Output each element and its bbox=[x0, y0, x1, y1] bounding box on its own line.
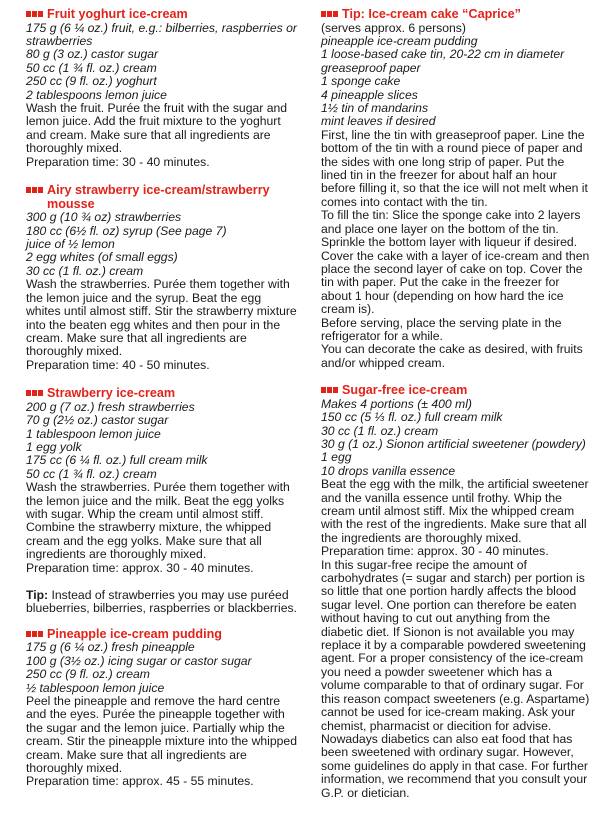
ingredient-list bbox=[26, 401, 298, 481]
ingredient: 250 cc (9 fl. oz.) cream bbox=[26, 667, 150, 682]
ingredient: greaseproof paper bbox=[321, 60, 421, 75]
recipe-title: Pineapple ice-cream pudding bbox=[26, 628, 298, 642]
ingredient: 1 sponge cake bbox=[321, 74, 401, 89]
ingredient: 175 g (6 ¼ oz.) fresh pineapple bbox=[26, 640, 195, 655]
ingredient: 150 cc (5 ⅓ fl. oz.) full cream milk bbox=[321, 410, 503, 425]
ingredient: 200 g (7 oz.) fresh strawberries bbox=[26, 399, 195, 414]
method-text: To fill the tin: Slice the sponge cake into 2 layers and place one layer on the bottom of the tin. Sprinkle the bottom layer with liqueur if desired. Cover the cake with a layer of ice-cream and then place the second layer of cake on top. Cover the tin with paper. Put the cake in the freezer for about 1 hour (depending on how hard the ice cream is). bbox=[321, 208, 590, 317]
ingredient-list bbox=[26, 211, 298, 278]
method-text: Wash the strawberries. Purée them together with the lemon juice and the syrup. Beat the egg whites until almost stiff. Stir the strawberry mixture into the beaten egg whites and then pour in the cream. Make sure that all ingredients are thoroughly mixed. bbox=[26, 277, 297, 359]
prep-time: Preparation time: approx. 45 - 55 minutes. bbox=[26, 774, 254, 789]
ingredient: 250 cc (9 fl. oz.) yoghurt bbox=[26, 74, 157, 89]
recipe-title: Fruit yoghurt ice-cream bbox=[26, 8, 298, 22]
ingredient: 1 tablespoon lemon juice bbox=[26, 426, 161, 441]
ingredient: 30 cc (1 fl. oz.) cream bbox=[321, 423, 439, 438]
ingredient: 300 g (10 ¾ oz) strawberries bbox=[26, 210, 182, 225]
tip-text: Instead of strawberries you may use puréed blueberries, bilberries, raspberries or blackberries. bbox=[26, 588, 297, 616]
prep-time: Preparation time: 40 - 50 minutes. bbox=[26, 357, 210, 372]
ingredient-list bbox=[26, 22, 298, 102]
left-column bbox=[26, 8, 298, 789]
recipe-fruit-yoghurt bbox=[26, 8, 298, 169]
ingredient: 1 egg bbox=[321, 450, 352, 465]
bullet-squares-icon bbox=[321, 387, 338, 393]
ingredient: 1 loose-based cake tin, 20-22 cm in diameter bbox=[321, 47, 565, 62]
method-text: Wash the fruit. Purée the fruit with the sugar and lemon juice. Add the fruit mixture to the yoghurt and cream. Make sure that all ingredients are thoroughly mixed. bbox=[26, 101, 288, 156]
ingredient: 80 g (3 oz.) castor sugar bbox=[26, 47, 159, 62]
ingredient: 50 cc (1 ¾ fl. oz.) cream bbox=[26, 466, 157, 481]
ingredient: 180 cc (6½ fl. oz) syrup (See page 7) bbox=[26, 223, 227, 238]
bullet-squares-icon bbox=[26, 11, 43, 17]
ingredient: 50 cc (1 ¾ fl. oz.) cream bbox=[26, 60, 157, 75]
diabetic-note: In this sugar-free recipe the amount of carbohydrates (= sugar and starch) per portion is so little that one portion hardly affects the blood sugar level. One portion can therefore be eaten without having to cut out anything from the diabetic diet. If Sionon is not available you may replace it by a comparable powdered sweetening agent. For a proper consistency of the ice-cream you need a powder sweetener which has a volume comparable to that of ordinary sugar. For this reason compact sweeteners (e.g. Aspartame) cannot be used for ice-cream making. Ask your chemist, pharmacist or diecition for advise. Nowadays diabetics can also eat food that has been sweetened with ordinary sugar. However, some guidelines do apply in that case. For further information, we recommend that you consult your G.P. or dietician. bbox=[321, 557, 590, 800]
right-column bbox=[321, 8, 593, 800]
ingredient: 2 tablespoons lemon juice bbox=[26, 87, 167, 102]
ingredient: 2 egg whites (of small eggs) bbox=[26, 250, 178, 265]
serves-text: (serves approx. 6 persons) bbox=[321, 20, 466, 35]
recipe-title: Airy strawberry ice-cream/strawberry mousse bbox=[26, 184, 298, 211]
recipe-pineapple bbox=[26, 628, 298, 789]
ingredient: 10 drops vanilla essence bbox=[321, 463, 456, 478]
recipe-title: Sugar-free ice-cream bbox=[321, 384, 593, 398]
bullet-squares-icon bbox=[26, 187, 43, 193]
bullet-squares-icon bbox=[321, 11, 338, 17]
ingredient: juice of ½ lemon bbox=[26, 237, 115, 252]
method-text: Beat the egg with the milk, the artificial sweetener and the vanilla essence until frothy. Whip the cream until almost stiff. Mix the whipped cream with the rest of the ingredients. Make sure that all the ingredients are thoroughly mixed. bbox=[321, 477, 589, 545]
recipe-caprice-cake bbox=[321, 8, 593, 370]
recipe-sugar-free bbox=[321, 384, 593, 800]
ingredient: 70 g (2½ oz.) castor sugar bbox=[26, 413, 169, 428]
ingredient-list bbox=[321, 35, 593, 129]
ingredient: 4 pineapple slices bbox=[321, 87, 418, 102]
recipe-title: Tip: Ice-cream cake “Caprice” bbox=[321, 8, 593, 22]
ingredient: 1½ tin of mandarins bbox=[321, 101, 429, 116]
ingredient: Makes 4 portions (± 400 ml) bbox=[321, 396, 472, 411]
recipe-strawberry bbox=[26, 387, 298, 575]
tip-label: Tip: bbox=[26, 588, 49, 602]
method-text: You can decorate the cake as desired, with fruits and/or whipped cream. bbox=[321, 342, 583, 370]
ingredient: mint leaves if desired bbox=[321, 114, 436, 129]
recipe-title: Strawberry ice-cream bbox=[26, 387, 298, 401]
recipe-airy-strawberry bbox=[26, 184, 298, 372]
ingredient: 1 egg yolk bbox=[26, 439, 82, 454]
ingredient: pineapple ice-cream pudding bbox=[321, 34, 478, 48]
ingredient: 30 g (1 oz.) Sionon artificial sweetener (powdery) bbox=[321, 436, 586, 451]
method-text: Wash the strawberries. Purée them together with the lemon juice and the milk. Beat the egg yolks with sugar. Whip the cream until almost stiff. Combine the strawberry mixture, the whipped cream and the egg yolks. Make sure that all ingredients are thoroughly mixed. bbox=[26, 480, 290, 562]
bullet-squares-icon bbox=[26, 631, 43, 637]
prep-time: Preparation time: approx. 30 - 40 minutes. bbox=[26, 560, 254, 575]
ingredient: ½ tablespoon lemon juice bbox=[26, 680, 165, 695]
ingredient: 30 cc (1 fl. oz.) cream bbox=[26, 263, 144, 278]
prep-time: Preparation time: approx. 30 - 40 minutes. bbox=[321, 544, 549, 559]
prep-time: Preparation time: 30 - 40 minutes. bbox=[26, 154, 210, 169]
ingredient: 175 g (6 ¼ oz.) fruit, e.g.: bilberries, raspberries or strawberries bbox=[26, 20, 297, 48]
strawberry-tip bbox=[26, 589, 298, 616]
ingredient-list bbox=[321, 398, 593, 478]
method-text: Peel the pineapple and remove the hard centre and the eyes. Purée the pineapple together with the sugar and the lemon juice. Partially whip the cream. Stir the pineapple mixture into the whipped cream. Make sure that all ingredients are thoroughly mixed. bbox=[26, 694, 297, 776]
bullet-squares-icon bbox=[26, 390, 43, 396]
ingredient: 175 cc (6 ¼ fl. oz.) full cream milk bbox=[26, 453, 208, 468]
method-text: Before serving, place the serving plate in the refrigerator for a while. bbox=[321, 315, 562, 343]
ingredient: 100 g (3½ oz.) icing sugar or castor sugar bbox=[26, 653, 252, 668]
method-text: First, line the tin with greaseproof paper. Line the bottom of the tin with a round piece of paper and the sides with one long strip of paper. Put the lined tin in the freezer for about half an hour before filling it, so that the ice will not melt when it comes into contact with the tin. bbox=[321, 127, 588, 209]
ingredient-list bbox=[26, 641, 298, 695]
